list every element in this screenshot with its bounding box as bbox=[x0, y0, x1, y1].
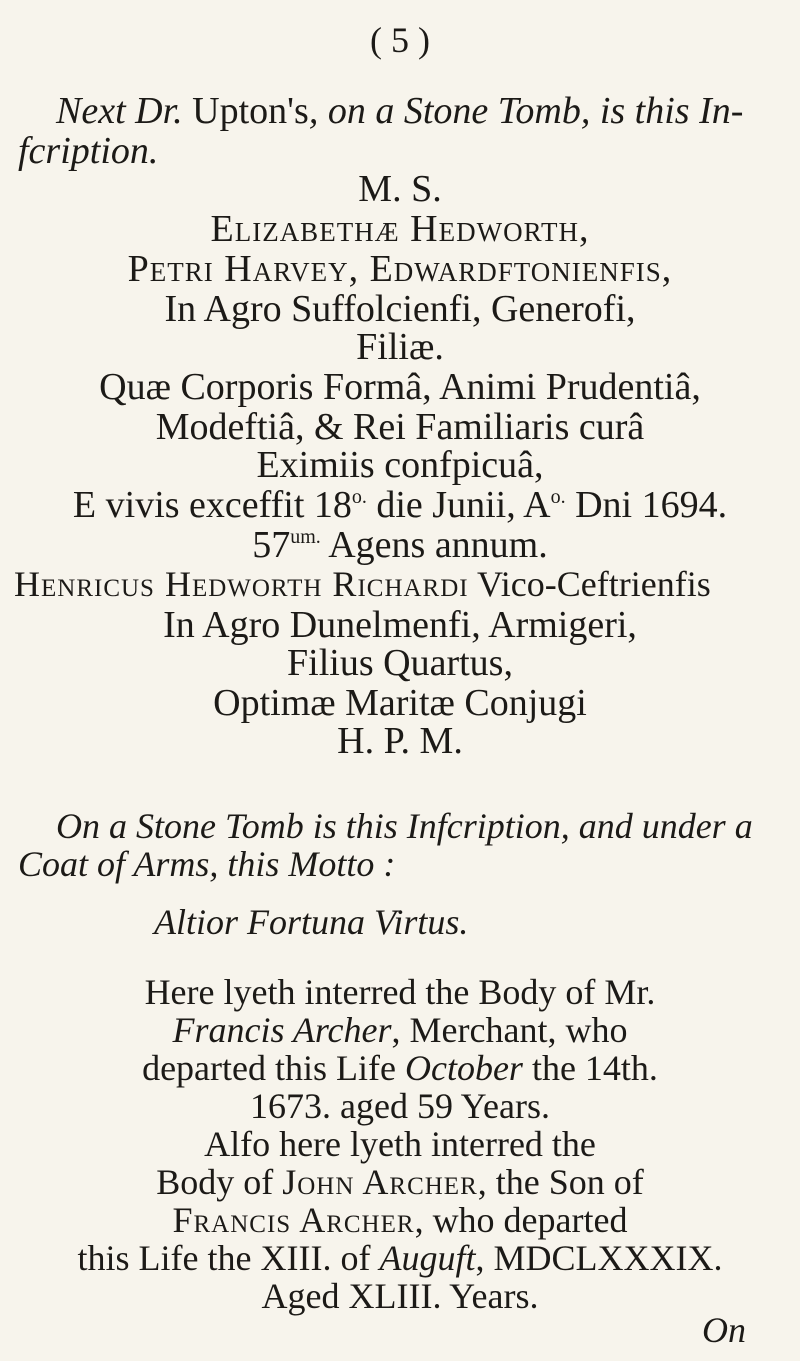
inscription-latin-line-11 bbox=[14, 566, 711, 602]
death-date-c: Dni 1694. bbox=[565, 484, 728, 526]
page-number: ( 5 ) bbox=[370, 20, 430, 60]
august: Auguft bbox=[379, 1238, 476, 1278]
inscription-english-line-5: Alfo here lyeth interred the bbox=[204, 1124, 596, 1164]
inscription-latin-line-5: Filiæ. bbox=[356, 326, 444, 368]
section2-line-2: Coat of Arms, this Motto : bbox=[18, 844, 396, 884]
inscription-latin-line-3 bbox=[0, 250, 800, 288]
inscription-latin-line-13: Filius Quartus, bbox=[287, 642, 513, 684]
inscription-latin-line-2: Elizabethæ Hedworth, bbox=[210, 208, 590, 250]
mdclxxxix: , MDCLXXXIX. bbox=[475, 1238, 723, 1278]
inscription-english-line-9: Aged XLIII. Years. bbox=[261, 1276, 539, 1316]
age-b: Agens annum. bbox=[320, 524, 548, 566]
departed-a: departed this Life bbox=[142, 1048, 405, 1088]
henricus-hedworth: Henricus Hedworth Richardi bbox=[14, 564, 469, 604]
intro-line-1 bbox=[56, 92, 743, 130]
intro-rest: , on a Stone Tomb, is this In- bbox=[308, 90, 744, 132]
francis-archer-sc: Francis Archer bbox=[172, 1200, 415, 1240]
inscription-latin-line-12: In Agro Dunelmenfi, Armigeri, bbox=[163, 604, 637, 646]
departed-b: the 14th. bbox=[522, 1048, 658, 1088]
inscription-latin-line-8: Eximiis confpicuâ, bbox=[256, 444, 544, 486]
inscription-latin-line-4: In Agro Suffolcienfi, Generofi, bbox=[164, 288, 636, 330]
inscription-english-line-7 bbox=[0, 1202, 800, 1238]
vico-cestriensis: Vico-Ceftrienfis bbox=[468, 564, 711, 604]
francis-archer: Francis Archer bbox=[172, 1010, 392, 1050]
inscription-latin-line-10 bbox=[0, 526, 800, 564]
who-departed: , who departed bbox=[414, 1200, 628, 1240]
inscription-latin-line-15: H. P. M. bbox=[337, 720, 463, 762]
inscription-latin-line-6: Quæ Corporis Formâ, Animi Prudentiâ, bbox=[99, 366, 701, 408]
motto: Altior Fortuna Virtus. bbox=[154, 902, 469, 942]
inscription-english-line-3 bbox=[0, 1050, 800, 1086]
xiii-of: this Life the XIII. of bbox=[77, 1238, 380, 1278]
october: October bbox=[404, 1048, 523, 1088]
catchword: On bbox=[702, 1310, 746, 1350]
inscription-english-line-1: Here lyeth interred the Body of Mr. bbox=[144, 972, 656, 1012]
section2-line-1: On a Stone Tomb is this Infcription, and under a bbox=[56, 806, 753, 846]
intro-next: Next bbox=[56, 90, 136, 132]
death-date-b: die Junii, A bbox=[366, 484, 551, 526]
inscription-latin-line-7: Modeftiâ, & Rei Familiaris curâ bbox=[155, 406, 645, 448]
john-archer: John Archer bbox=[282, 1162, 478, 1202]
inscription-latin-line-9 bbox=[0, 486, 800, 524]
petri-harvey: Petri Harvey, Edwardftonienfis, bbox=[127, 248, 673, 290]
death-date-sup-1: o. bbox=[351, 486, 367, 508]
age-sup: um. bbox=[290, 526, 321, 548]
death-date-sup-2: o. bbox=[550, 486, 566, 508]
intro-line-2: fcription. bbox=[18, 130, 159, 172]
inscription-latin-line-1: M. S. bbox=[358, 168, 442, 210]
body-of: Body of bbox=[156, 1162, 283, 1202]
inscription-english-line-2 bbox=[0, 1012, 800, 1048]
inscription-latin-line-14: Optimæ Maritæ Conjugi bbox=[213, 682, 587, 724]
intro-dr: Dr. bbox=[135, 90, 183, 132]
death-date-a: E vivis exceffit 18 bbox=[72, 484, 352, 526]
inscription-english-line-8 bbox=[0, 1240, 800, 1276]
merchant-who: , Merchant, who bbox=[391, 1010, 628, 1050]
inscription-english-line-6 bbox=[0, 1164, 800, 1200]
intro-name: Upton's bbox=[182, 90, 309, 132]
age-a: 57 bbox=[252, 524, 291, 566]
inscription-english-line-4: 1673. aged 59 Years. bbox=[250, 1086, 550, 1126]
son-of: , the Son of bbox=[477, 1162, 644, 1202]
